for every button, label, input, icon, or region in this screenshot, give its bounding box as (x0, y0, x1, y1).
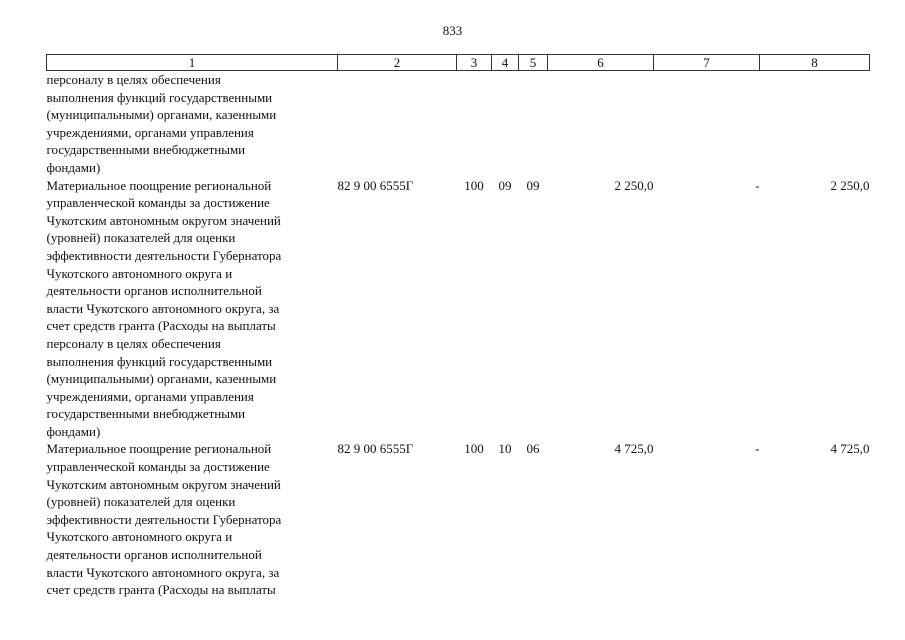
rz-cell (492, 71, 519, 177)
vr-cell: 100 (464, 177, 484, 193)
column-header-4: 4 (492, 55, 519, 71)
code-cell (338, 71, 457, 177)
code-cell: 82 9 00 6555Г (337, 441, 414, 457)
description-cell (47, 71, 338, 177)
sum-cell-6 (548, 71, 654, 177)
pr-cell: 06 (526, 441, 540, 457)
description-line: (уровней) показателей для оценки (46, 230, 236, 246)
description-line: государственными внебюджетными (46, 406, 246, 422)
description-line: учреждениями, органами управления (46, 388, 254, 404)
description-line: власти Чукотского автономного округа, за (46, 564, 280, 580)
column-header-8: 8 (760, 55, 870, 71)
sum-cell-6: 4 725,0 (614, 441, 654, 457)
description-line: государственными внебюджетными (46, 142, 246, 158)
column-header-6: 6 (548, 55, 654, 71)
pr-cell (519, 71, 548, 177)
description-line: эффективности деятельности Губернатора (46, 247, 282, 263)
column-header-7: 7 (654, 55, 760, 71)
table-row (47, 177, 870, 441)
rz-cell: 09 (498, 177, 512, 193)
description-line: фондами) (46, 159, 101, 175)
sum-cell-8: 2 250,0 (830, 177, 870, 193)
description-line: Чукотского автономного округа и (46, 529, 233, 545)
table-row (47, 71, 870, 177)
sum-cell-6: 2 250,0 (614, 177, 654, 193)
description-line: эффективности деятельности Губернатора (46, 511, 282, 527)
vr-cell (457, 71, 492, 177)
table-body (47, 71, 870, 599)
sum-cell-8 (760, 71, 870, 177)
column-header-3: 3 (457, 55, 492, 71)
description-line: персоналу в целях обеспечения (46, 72, 221, 87)
vr-cell: 100 (464, 441, 484, 457)
description-line: управленческой команды за достижение (46, 195, 270, 211)
description-line: (муниципальными) органами, казенными (46, 107, 277, 123)
column-header-5: 5 (519, 55, 548, 71)
description-line: управленческой команды за достижение (46, 459, 270, 475)
description-line: учреждениями, органами управления (46, 124, 254, 140)
description-line: Чукотским автономным округом значений (46, 212, 281, 228)
description-line: счет средств гранта (Расходы на выплаты (46, 318, 276, 334)
description-line: (уровней) показателей для оценки (46, 494, 236, 510)
description-line: (муниципальными) органами, казенными (46, 371, 277, 387)
sum-cell-7: - (755, 441, 760, 457)
description-cell (47, 177, 338, 441)
description-line: Материальное поощрение региональной (46, 177, 272, 193)
description-line: выполнения функций государственными (46, 353, 273, 369)
description-cell (47, 440, 338, 598)
description-line: выполнения функций государственными (46, 89, 273, 105)
pr-cell: 09 (526, 177, 540, 193)
column-header-2: 2 (338, 55, 457, 71)
column-header-1: 1 (47, 55, 338, 71)
description-line: Материальное поощрение региональной (46, 441, 272, 457)
table-row (47, 440, 870, 598)
header-row (47, 55, 870, 71)
description-line: счет средств гранта (Расходы на выплаты (46, 582, 276, 598)
sum-cell-8: 4 725,0 (830, 441, 870, 457)
description-line: власти Чукотского автономного округа, за (46, 300, 280, 316)
sum-cell-7 (654, 71, 760, 177)
budget-table (46, 54, 870, 599)
page-number: 833 (442, 23, 463, 38)
table-header (47, 55, 870, 71)
code-cell: 82 9 00 6555Г (337, 177, 414, 193)
description-line: Чукотского автономного округа и (46, 265, 233, 281)
description-line: фондами) (46, 423, 101, 439)
description-line: деятельности органов исполнительной (46, 547, 262, 563)
description-line: персоналу в целях обеспечения (46, 335, 221, 351)
description-line: Чукотским автономным округом значений (46, 476, 281, 492)
sum-cell-7: - (755, 177, 760, 193)
rz-cell: 10 (498, 441, 512, 457)
description-line: деятельности органов исполнительной (46, 283, 262, 299)
